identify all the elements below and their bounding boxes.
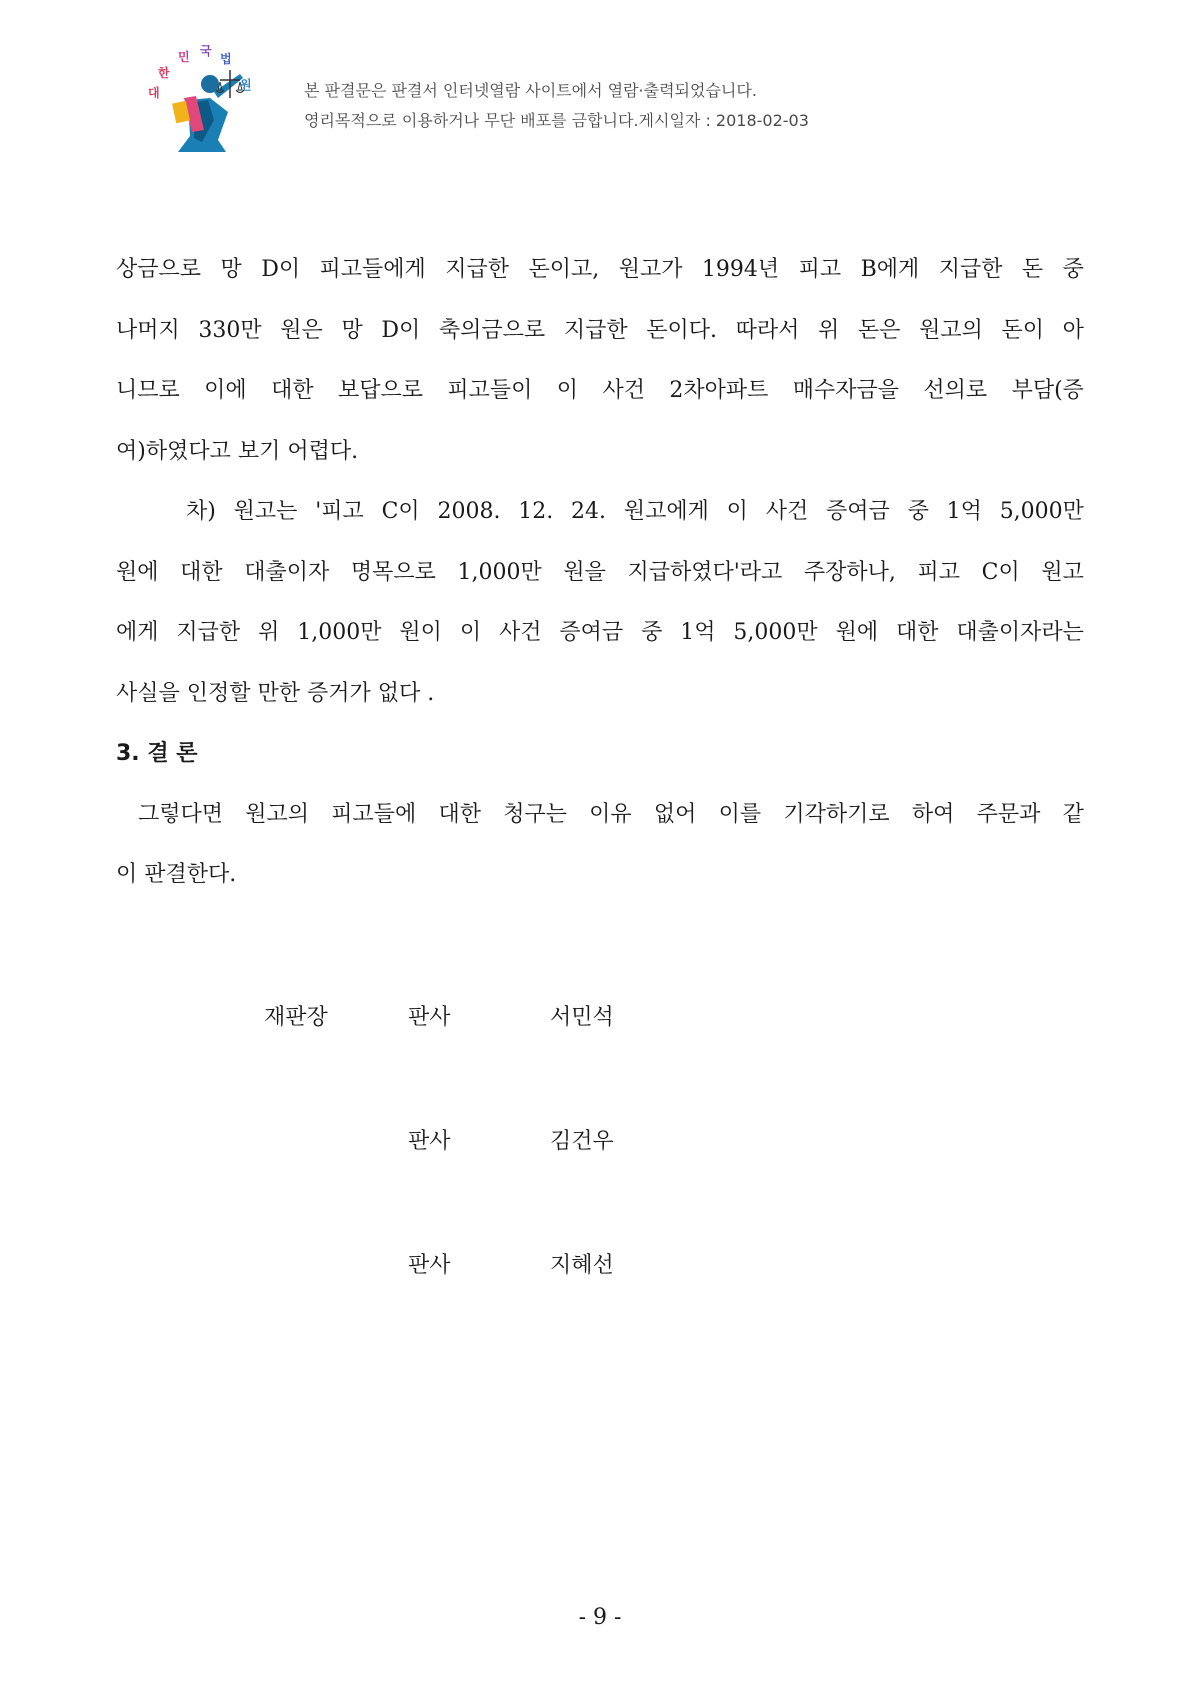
notice-line-1: 본 판결문은 판결서 인터넷열람 사이트에서 열람·출력되었습니다. <box>304 81 757 100</box>
section-heading-conclusion: 3. 결 론 <box>116 741 198 766</box>
court-logo <box>148 40 276 160</box>
judge-title: 판사 <box>408 1005 451 1030</box>
body-line: 에게 지급한 위 1,000만 원이 이 사건 증여금 중 1억 5,000만 원에 대한 대출이자라는 <box>116 620 1084 645</box>
body-line: 그렇다면 원고의 피고들에 대한 청구는 이유 없어 이를 기각하기로 하여 주문과 같 <box>138 801 1084 827</box>
body-line: 차) 원고는 '피고 C이 2008. 12. 24. 원고에게 이 사건 증여금 중 1억 5,000만 <box>186 499 1084 524</box>
page-number: - 9 - <box>578 1605 622 1630</box>
presiding-judge-title: 재판장 <box>264 1005 328 1030</box>
judge-name: 서민석 <box>550 1005 614 1030</box>
judge-name: 김건우 <box>550 1129 614 1154</box>
notice-line-2: 영리목적으로 이용하거나 무단 배포를 금합니다.게시일자 : 2018-02-03 <box>304 111 809 130</box>
body-line: 니므로 이에 대한 보답으로 피고들이 이 사건 2차아파트 매수자금을 선의로 부담(증 <box>116 378 1084 403</box>
body-line: 이 판결한다. <box>116 862 237 887</box>
judgment-body <box>116 240 1084 906</box>
judge-name: 지혜선 <box>550 1253 614 1278</box>
body-line: 나머지 330만 원은 망 D이 축의금으로 지급한 돈이다. 따라서 위 돈은 원고의 돈이 아 <box>116 317 1084 343</box>
body-line: 사실을 인정할 만한 증거가 없다 . <box>116 680 435 706</box>
judge-title: 판사 <box>408 1129 451 1154</box>
body-line: 원에 대한 대출이자 명목으로 1,000만 원을 지급하였다'라고 주장하나, 피고 C이 원고 <box>116 559 1084 585</box>
judge-title: 판사 <box>408 1253 451 1278</box>
body-line: 상금으로 망 D이 피고들에게 지급한 돈이고, 원고가 1994년 피고 B에게 지급한 돈 중 <box>116 257 1084 282</box>
body-line: 여)하였다고 보기 어렵다. <box>116 438 359 464</box>
logo-lettering: 대 한 민 국 법 원 <box>148 44 252 100</box>
viewing-notice <box>304 76 809 136</box>
